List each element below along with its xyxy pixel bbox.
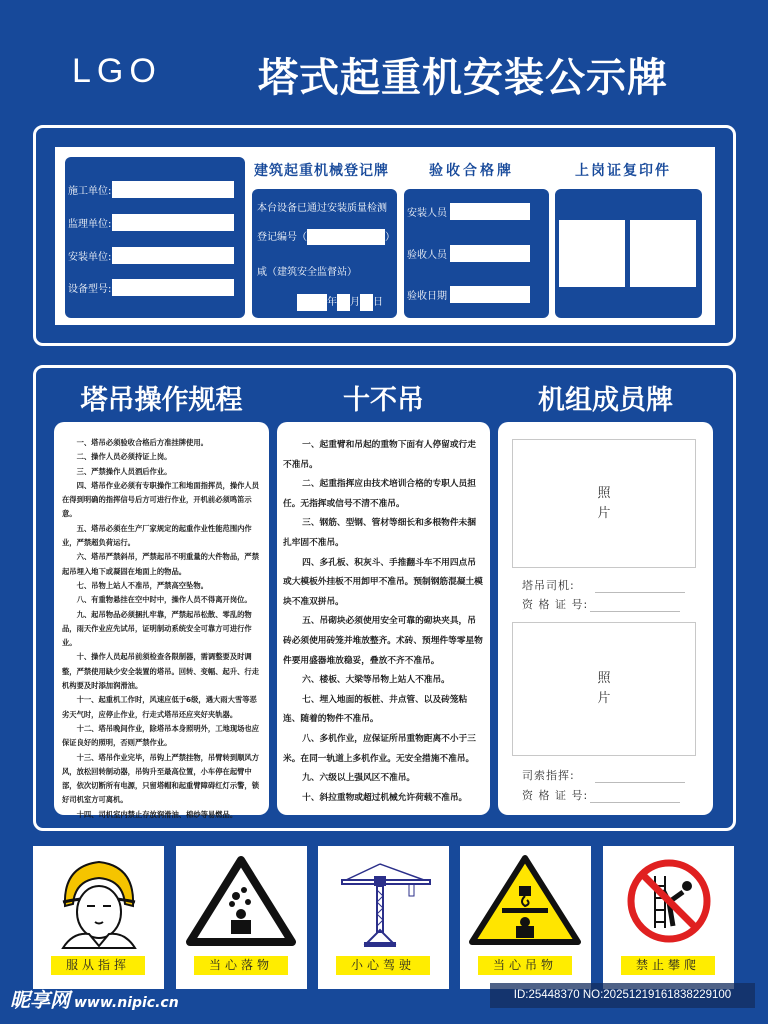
sign-falling-objects [176,846,307,989]
day-input[interactable] [360,294,373,311]
month-label: 月 [350,297,360,308]
rule-item: 七、吊物上站人不准吊，严禁高空坠物。 [76,580,208,590]
field-label: 验收人员 [407,250,447,261]
sign-no-climbing [603,846,734,989]
sign-obey-command [33,846,164,989]
field-installation-unit [68,247,234,264]
project-info-card [65,157,245,318]
supervision-unit-input[interactable] [112,214,234,231]
reg-no-close: ） [385,232,395,243]
ten-nots-item: 一、起重臂和吊起的重物下面有人停留或行走不准吊。 [283,440,476,470]
acceptance-card-title: 验收合格牌 [429,163,514,179]
sign-label: 服从指挥 [51,956,145,975]
field-label: 安装单位: [68,252,112,263]
month-input[interactable] [337,294,350,311]
registration-card [252,189,397,318]
signal-cert-input[interactable] [590,791,680,803]
ten-nots-card [277,422,490,815]
field-label: 设备型号: [68,284,112,295]
ten-nots-item: 七、埋入地面的板桩、井点管、以及砖笼粘连、随着的物件不准吊。 [283,694,468,725]
ten-nots-item: 四、多孔板、积灰斗、手推翻斗车不用四点吊或大模板外挂板不用卸甲不准吊。预制钢筋混凝土模块不准双拼吊。 [283,557,483,607]
watermark-brand: 昵享网 [10,988,70,1012]
rules-title: 塔吊操作规程 [80,385,243,416]
rule-item: 十一、起重机工作时，风速应低于6级，遇大雨大雪等恶劣天气时，应停止作业，行走式塔吊还应夹好夹轨器。 [62,695,257,719]
suspended-load-warning-icon [460,846,591,956]
year-label: 年 [327,297,337,308]
rule-item: 一、塔吊必须验收合格后方准挂牌使用。 [76,438,208,447]
rule-item: 十、操作人员起吊前须检查各限制器，需调整要及时调整，严禁使用缺少安全装置的塔吊。回转、变幅、起升、行走机构要及时添加润滑油。 [62,652,260,691]
equipment-model-input[interactable] [112,279,234,296]
signal-row [522,767,685,783]
field-label: 验收日期 [407,291,447,302]
rule-item: 十四、司机室内禁止存放润滑油、棉纱等易燃品。 [76,809,238,819]
field-equipment-model [68,279,234,296]
signal-photo-slot[interactable] [512,622,696,756]
installation-unit-input[interactable] [112,247,234,264]
certificate-copy-slot[interactable] [630,220,696,287]
certificate-card [555,189,702,318]
driver-row [522,577,685,593]
sign-label: 当心落物 [194,956,288,975]
cert-label: 资 格 证 号: [522,789,589,802]
registration-card-title: 建筑起重机械登记牌 [254,163,389,179]
sign-label: 禁止攀爬 [621,956,715,975]
ten-nots-item: 十、斜拉重物或超过机械允许荷载不准吊。 [302,792,468,803]
ten-nots-item: 三、钢筋、型钢、管材等细长和多根物件未捆扎牢固不准吊。 [283,518,476,548]
driver-cert-row [522,596,680,612]
driver-name-input[interactable] [595,581,685,593]
certificate-card-title: 上岗证复印件 [575,163,671,179]
falling-objects-warning-icon [176,846,307,956]
sign-label: 当心吊物 [478,956,572,975]
day-label: 日 [373,297,383,308]
image-id-bar: ID:25448370 NO:20251219161838229100 [490,983,755,1008]
acceptance-date-input[interactable] [450,286,530,303]
signal-label: 司索指挥: [522,769,575,782]
driver-label: 塔吊司机: [522,579,575,592]
installer-input[interactable] [450,203,530,220]
rule-item: 五、塔吊必须在生产厂家规定的起重作业性能范围内作业，严禁超负荷运行。 [62,523,252,548]
worker-helmet-icon [33,846,164,956]
logo: LGO [72,52,162,90]
ten-nots-item: 六、楼板、大梁等吊物上站人不准吊。 [302,675,450,686]
rule-item: 六、塔吊严禁斜吊，严禁起吊不明重量的大件物品，严禁起吊埋入地下或凝固在地面上的物品。 [62,552,260,576]
rule-item: 二、操作人员必须持证上岗。 [76,452,172,462]
year-input[interactable] [297,294,327,311]
watermark [10,984,179,1013]
operation-rules-card [54,422,269,819]
crew-members-card [498,422,713,815]
photo-label: 片 [597,691,611,706]
sign-label: 小心驾驶 [336,956,430,975]
watermark-url: www.nipic.cn [74,995,179,1011]
driver-photo-slot[interactable] [512,439,696,568]
rule-item: 三、严禁操作人员酒后作业。 [76,466,172,476]
photo-label: 照 [597,671,611,686]
ten-nots-item: 九、六级以上强风区不准吊。 [302,773,416,784]
rule-item: 八、有重物悬挂在空中时中，操作人员不得离开岗位。 [76,595,252,605]
field-construction-unit [68,181,234,198]
sign-drive-carefully [318,846,449,989]
reg-no-label: 登记编号（ [257,232,307,243]
field-installer [407,203,530,220]
photo-label: 照 [597,485,611,501]
rule-item: 四、塔吊作业必须有专职操作工和地面指挥员，操作人员在得到明确的指挥信号后方可进行作业，开机前必须鸣笛示意。 [62,480,260,519]
rule-item: 十三、塔吊作业完毕，吊钩上严禁挂物，吊臂转到顺风方风，放松回转制动器，吊钩升至最高位置，小车停在起臂中部，依次切断所有电源，只留塔帽和起重臂障碍红灯示警，锁好司机室方可离机。 [62,752,260,805]
registration-number-input[interactable] [307,229,385,245]
members-title: 机组成员牌 [538,385,673,416]
authority-text: 咸（建筑安全监督站） [257,267,357,278]
rule-item: 九、起吊物品必须捆扎牢靠，严禁起吊松散、零乱的物品，雨天作业应先试吊，证明制动系统安全可靠方可进行作业。 [62,609,252,648]
ten-nots-item: 五、吊砌块必须使用安全可靠的砌块夹具，吊砖必须使用砖笼并堆放整齐。术砖、预埋件等零星物件要用盛器堆放稳妥，叠放不齐不准吊。 [283,616,483,666]
field-label: 安装人员 [407,208,447,219]
field-inspector [407,245,530,262]
driver-cert-input[interactable] [590,600,680,612]
ten-nots-item: 二、起重指挥应由技术培训合格的专职人员担任。无指挥或信号不清不准吊。 [283,479,476,509]
cert-label: 资 格 证 号: [522,598,589,611]
sign-suspended-load [460,846,591,989]
certificate-copy-slot[interactable] [559,220,625,287]
tower-crane-icon [318,846,449,956]
page-title: 塔式起重机安装公示牌 [258,55,668,101]
signal-name-input[interactable] [595,771,685,783]
construction-unit-input[interactable] [112,181,234,198]
acceptance-card [404,189,549,318]
photo-label: 片 [597,505,611,521]
ten-nots-title: 十不吊 [343,385,424,416]
ten-nots-item: 八、多机作业，应保证所吊重物距离不小于三米。在同一轨道上多机作业。无安全措施不准吊。 [283,733,476,764]
field-label: 施工单位: [68,186,112,197]
field-label: 监理单位: [68,219,112,230]
no-climbing-icon [603,846,734,956]
inspection-text: 本台设备已通过安装质量检测 [257,203,387,214]
date-row [297,293,383,311]
rule-item: 十二、塔吊晚间作业，除塔吊本身照明外，工地现场也应保证良好的照明，否则严禁作业。 [62,723,260,748]
registration-number-row [257,228,395,245]
field-supervision-unit [68,214,234,231]
inspector-input[interactable] [450,245,530,262]
field-acceptance-date [407,286,530,303]
signal-cert-row [522,787,680,803]
